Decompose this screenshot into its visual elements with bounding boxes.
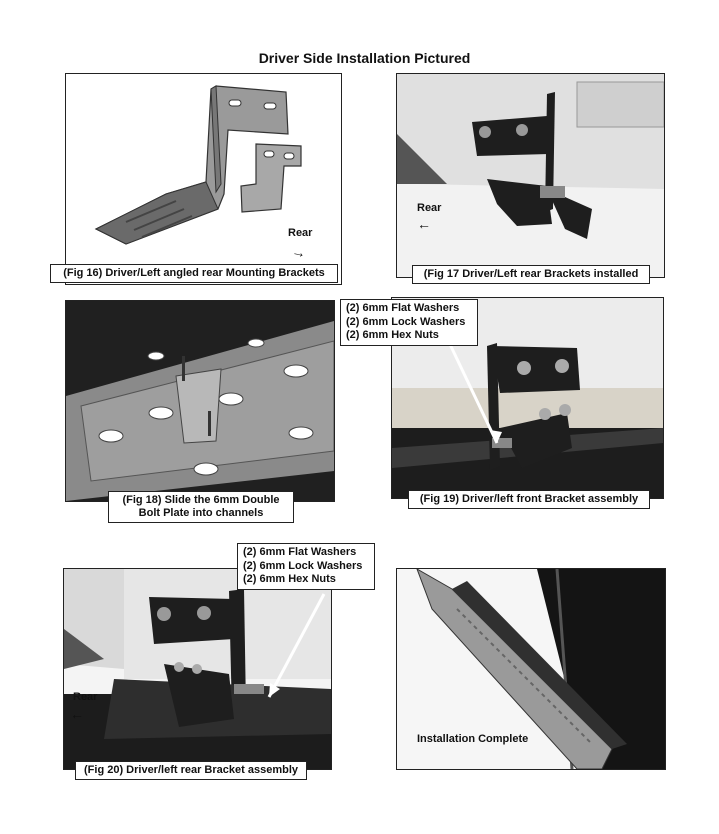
fig17-photo [396, 73, 665, 278]
fig19-caption: (Fig 19) Driver/left front Bracket assembly [408, 490, 650, 509]
callout-line: (2) 6mm Lock Washers [243, 559, 363, 572]
callout-line: (2) 6mm Hex Nuts [346, 329, 439, 341]
fig18-photo [65, 300, 335, 502]
arrow-left-icon: ← [70, 706, 84, 722]
page-title: Driver Side Installation Pictured [258, 50, 471, 66]
rear-label: Rear [288, 227, 313, 239]
vehicle-photo-fig17 [397, 74, 664, 277]
fig17-caption: (Fig 17 Driver/Left rear Brackets installed [412, 265, 650, 284]
fig20-caption: (Fig 20) Driver/left rear Bracket assembly [75, 761, 307, 780]
callout-line: (2) 6mm Hex Nuts [243, 573, 336, 585]
rear-label: Rear [73, 691, 98, 703]
fig19-hardware-callout [340, 299, 478, 346]
arrow-right-icon: → [290, 242, 308, 262]
fig16-photo [65, 73, 342, 285]
fig18-caption-line2: Bolt Plate into channels [138, 507, 264, 519]
installation-complete-photo [396, 568, 666, 770]
fig16-caption: (Fig 16) Driver/Left angled rear Mounting Brackets [50, 264, 338, 283]
rear-label: Rear [417, 202, 442, 214]
fig18-caption [108, 491, 294, 523]
callout-line: (2) 6mm Flat Washers [346, 302, 460, 314]
fig20-hardware-callout [237, 543, 375, 590]
vehicle-photo-fig20 [64, 569, 331, 769]
running-board-channels [66, 301, 334, 501]
installation-complete-label: Installation Complete [417, 733, 529, 745]
callout-line: (2) 6mm Flat Washers [243, 546, 357, 558]
fig18-caption-line1: (Fig 18) Slide the 6mm Double [122, 494, 280, 506]
arrow-left-icon: ← [417, 216, 431, 232]
fig20-photo [63, 568, 332, 770]
callout-line: (2) 6mm Lock Washers [346, 315, 466, 328]
